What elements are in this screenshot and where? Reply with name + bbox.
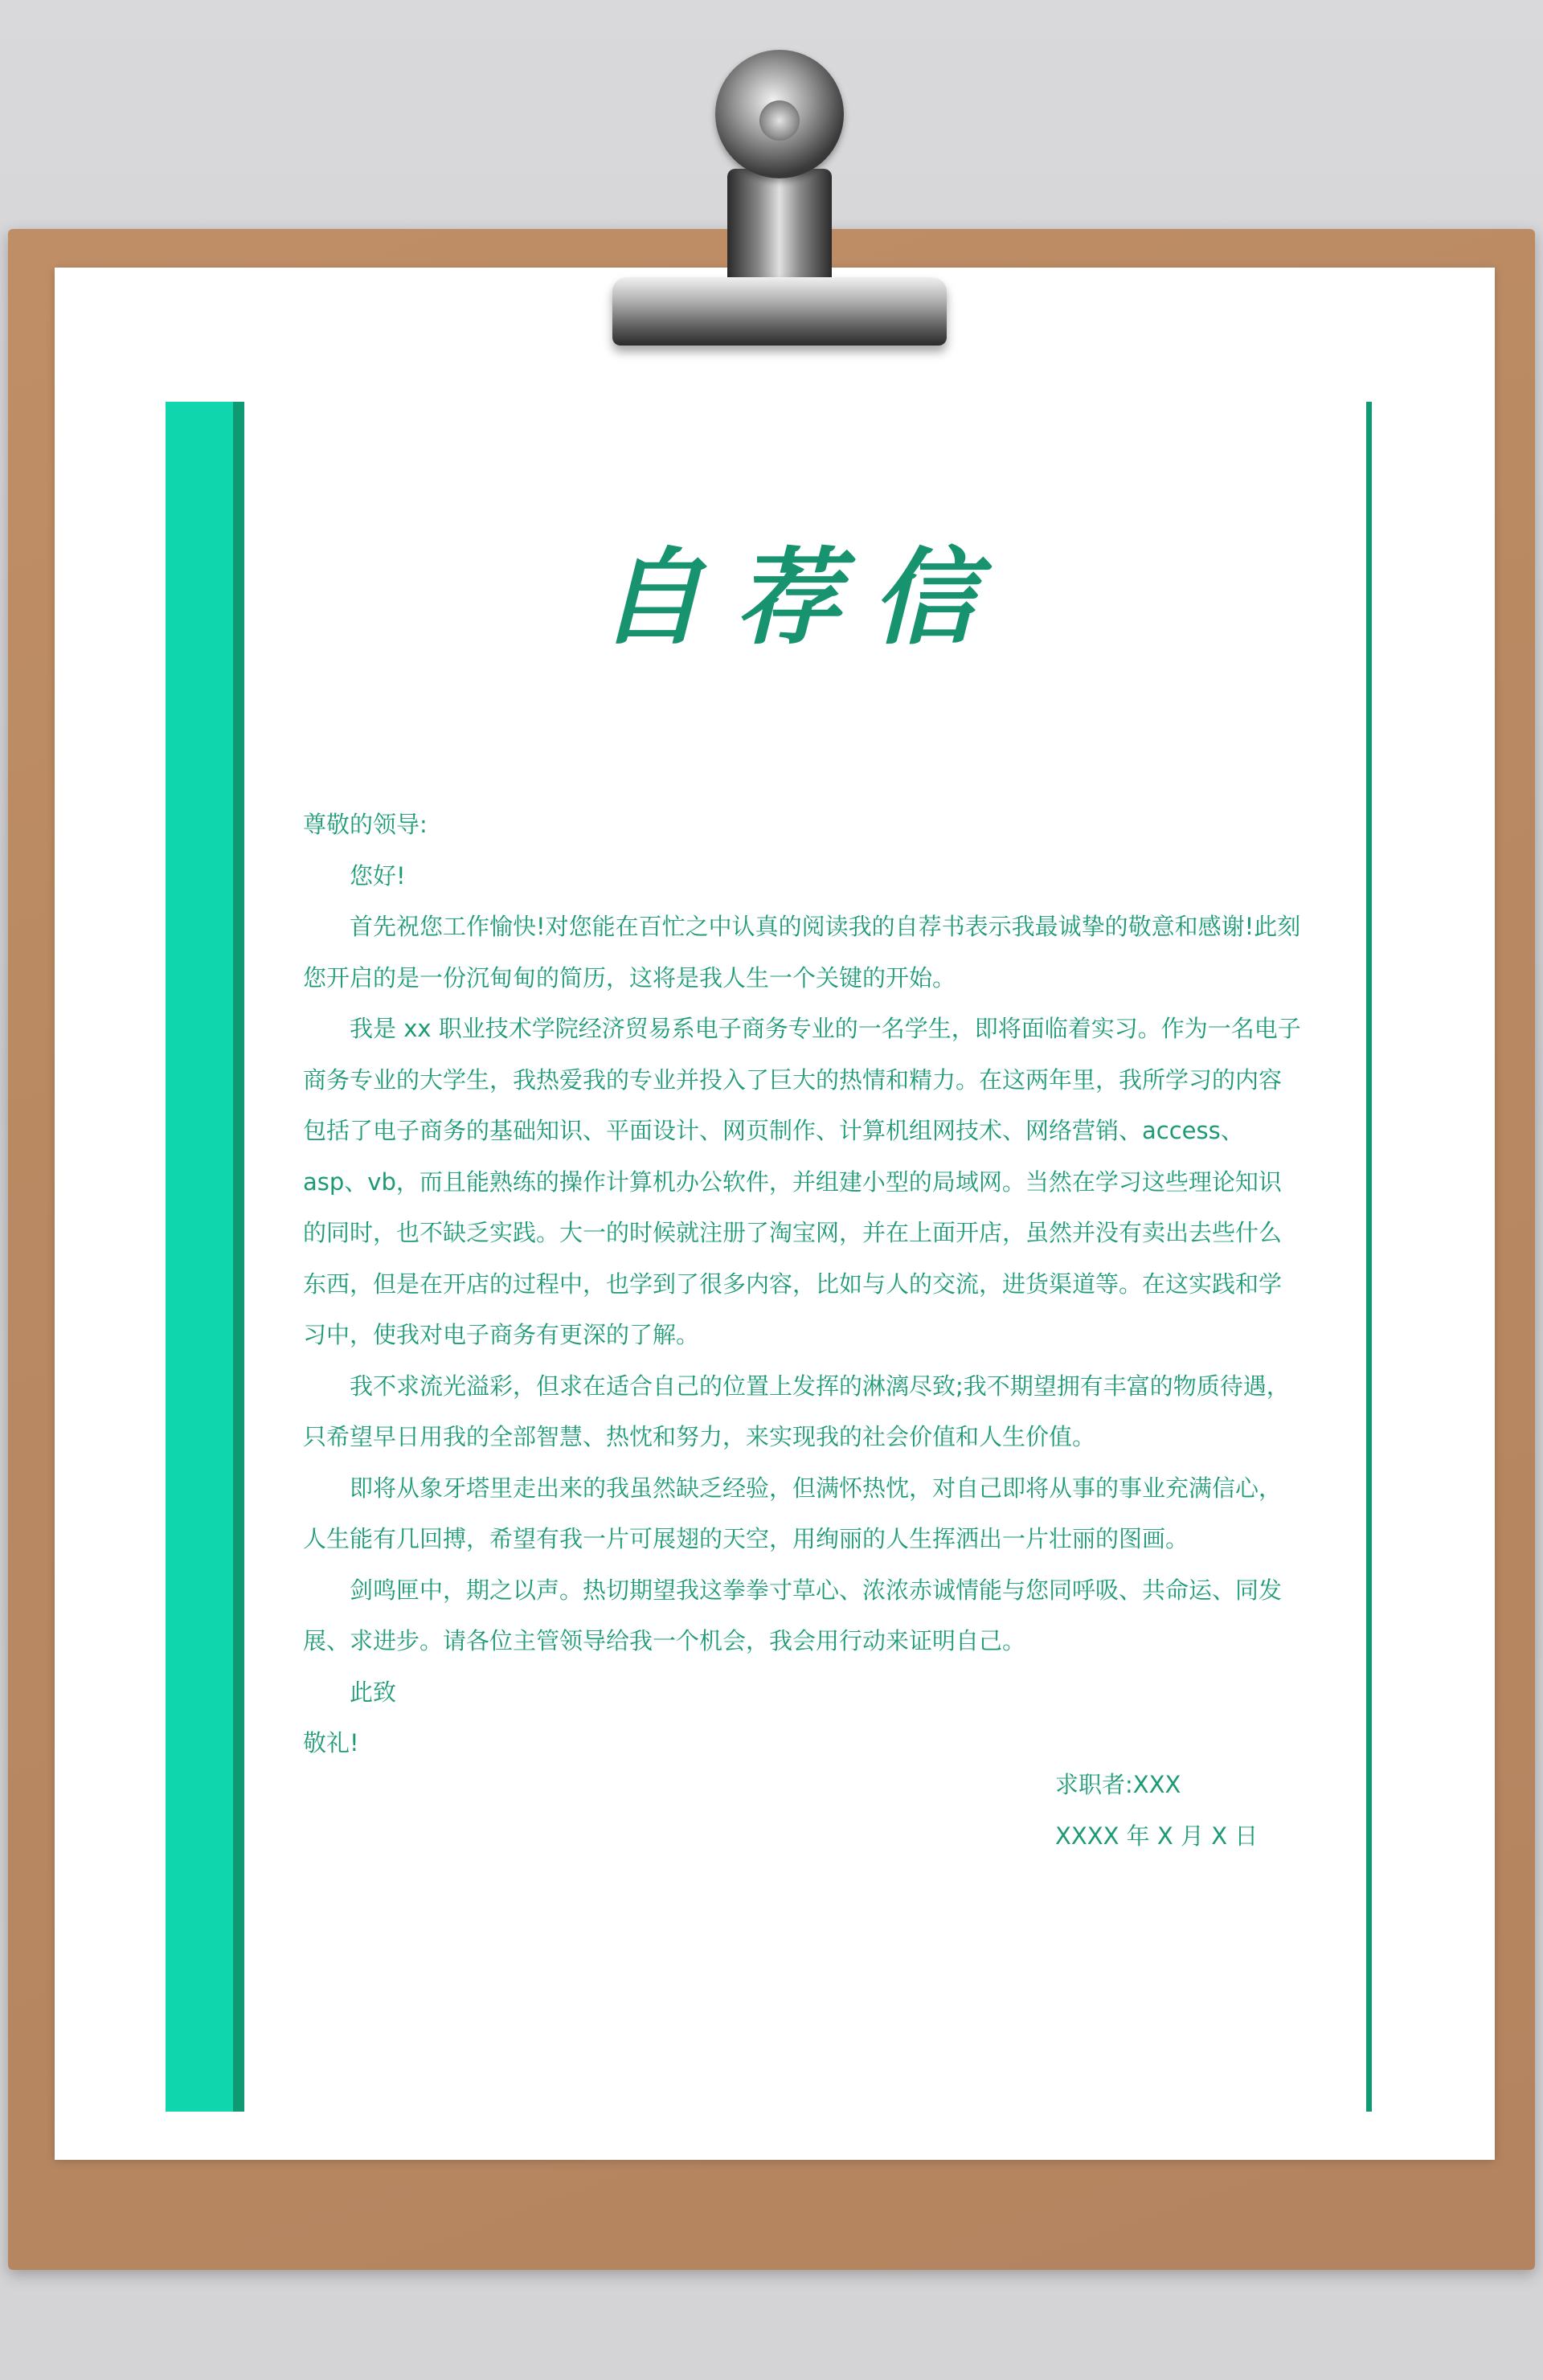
greeting: 您好!: [350, 861, 406, 889]
date: XXXX 年 X 月 X 日: [1055, 1822, 1259, 1850]
paragraph-1: 首先祝您工作愉快!对您能在百忙之中认真的阅读我的自荐书表示我最诚挚的敬意和感谢!此刻您开启的是一份沉甸甸的简历，这将是我人生一个关键的开始。: [303, 913, 1301, 992]
salutation: 尊敬的领导:: [303, 811, 428, 838]
paragraph-4: 即将从象牙塔里走出来的我虽然缺乏经验，但满怀热忱，对自己即将从事的事业充满信心，人生能有几回搏，希望有我一片可展翅的天空，用绚丽的人生挥洒出一片壮丽的图画。: [303, 1474, 1283, 1552]
letter-body: [303, 799, 1304, 1769]
closing: 此致: [350, 1678, 397, 1706]
binder-clip-hole: [759, 100, 800, 141]
paragraph-5: 剑鸣匣中，期之以声。热切期望我这拳拳寸草心、浓浓赤诚情能与您同呼吸、共命运、同发展、求进步。请各位主管领导给我一个机会，我会用行动来证明自己。: [303, 1576, 1283, 1654]
page-title: 自荐信: [598, 536, 1009, 659]
signature: 求职者:XXX: [1055, 1771, 1181, 1798]
binder-clip-base: [612, 277, 947, 346]
signature-block: [1055, 1760, 1258, 1862]
right-accent-line: [1366, 402, 1372, 2112]
left-accent-bar: [166, 402, 238, 2112]
paragraph-2: 我是 xx 职业技术学院经济贸易系电子商务专业的一名学生，即将面临着实习。作为一名电子商务专业的大学生，我热爱我的专业并投入了巨大的热情和精力。在这两年里，我所学习的内容包括了电子商务的基础知识、平面设计、网页制作、计算机组网技术、网络营销、access、asp、vb，而且能熟练的操作计算机办公软件，并组建小型的局域网。当然在学习这些理论知识的同时，也不缺乏实践。大一的时候就注册了淘宝网，并在上面开店，虽然并没有卖出去些什么东西，但是在开店的过程中，也学到了很多内容，比如与人的交流，进货渠道等。在这实践和学习中，使我对电子商务有更深的了解。: [303, 1015, 1301, 1348]
paragraph-3: 我不求流光溢彩，但求在适合自己的位置上发挥的淋漓尽致;我不期望拥有丰富的物质待遇，只希望早日用我的全部智慧、热忱和努力，来实现我的社会价值和人生价值。: [303, 1372, 1290, 1450]
binder-clip-neck: [727, 169, 832, 289]
regards: 敬礼!: [303, 1729, 359, 1756]
